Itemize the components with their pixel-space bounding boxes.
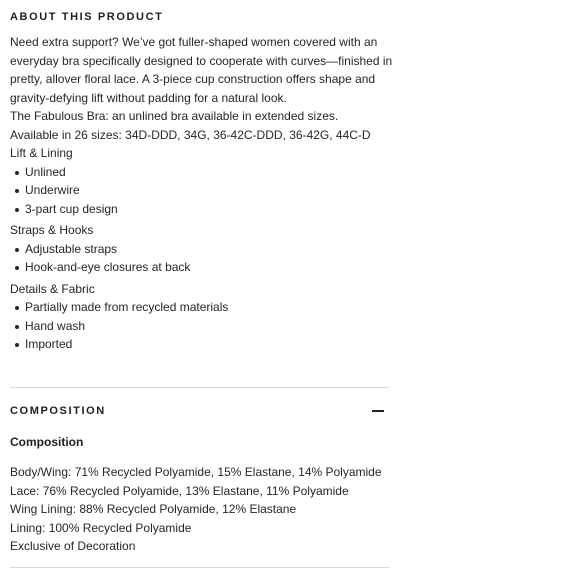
section-divider (10, 387, 389, 388)
feature-item: Underwire (10, 181, 395, 200)
feature-item: Unlined (10, 163, 395, 182)
feature-group-lift-lining (10, 144, 395, 218)
composition-list (10, 463, 395, 556)
composition-section-heading[interactable]: COMPOSITION (10, 405, 106, 417)
composition-line: Lace: 76% Recycled Polyamide, 13% Elastane, 11% Polyamide (10, 483, 349, 498)
composition-line: Lining: 100% Recycled Polyamide (10, 520, 192, 535)
section-divider (10, 567, 389, 568)
minus-icon[interactable] (371, 405, 385, 417)
feature-group-straps-hooks (10, 221, 395, 277)
feature-group-title: Lift & Lining (10, 146, 73, 160)
feature-item: Hook-and-eye closures at back (10, 258, 395, 277)
feature-item: Adjustable straps (10, 240, 395, 259)
product-sizes-line: Available in 26 sizes: 34D-DDD, 34G, 36-42C-DDD, 36-42G, 44C-D (10, 127, 371, 142)
feature-group-title: Straps & Hooks (10, 223, 94, 237)
feature-group-title: Details & Fabric (10, 281, 95, 296)
composition-line: Wing Lining: 88% Recycled Polyamide, 12% Elastane (10, 502, 297, 516)
feature-item: Partially made from recycled materials (10, 298, 395, 317)
feature-item: Imported (10, 335, 395, 354)
feature-group-details-fabric (10, 280, 395, 354)
about-section-body (10, 33, 395, 354)
composition-subheading: Composition (10, 435, 84, 449)
feature-item: 3-part cup design (10, 200, 395, 219)
composition-line: Exclusive of Decoration (10, 539, 136, 553)
product-description: Need extra support? We’ve got fuller-shaped women covered with an everyday bra specifically designed to cooperate with curves—finished in pretty, allover floral lace. A 3-piece cup construction offers shape and gravity-defying lift without padding for a natural look. (10, 35, 393, 105)
feature-item: Hand wash (10, 317, 395, 336)
composition-line: Body/Wing: 71% Recycled Polyamide, 15% Elastane, 14% Polyamide (10, 465, 382, 479)
product-summary-line: The Fabulous Bra: an unlined bra available in extended sizes. (10, 109, 339, 123)
about-section-heading: ABOUT THIS PRODUCT (10, 11, 164, 23)
